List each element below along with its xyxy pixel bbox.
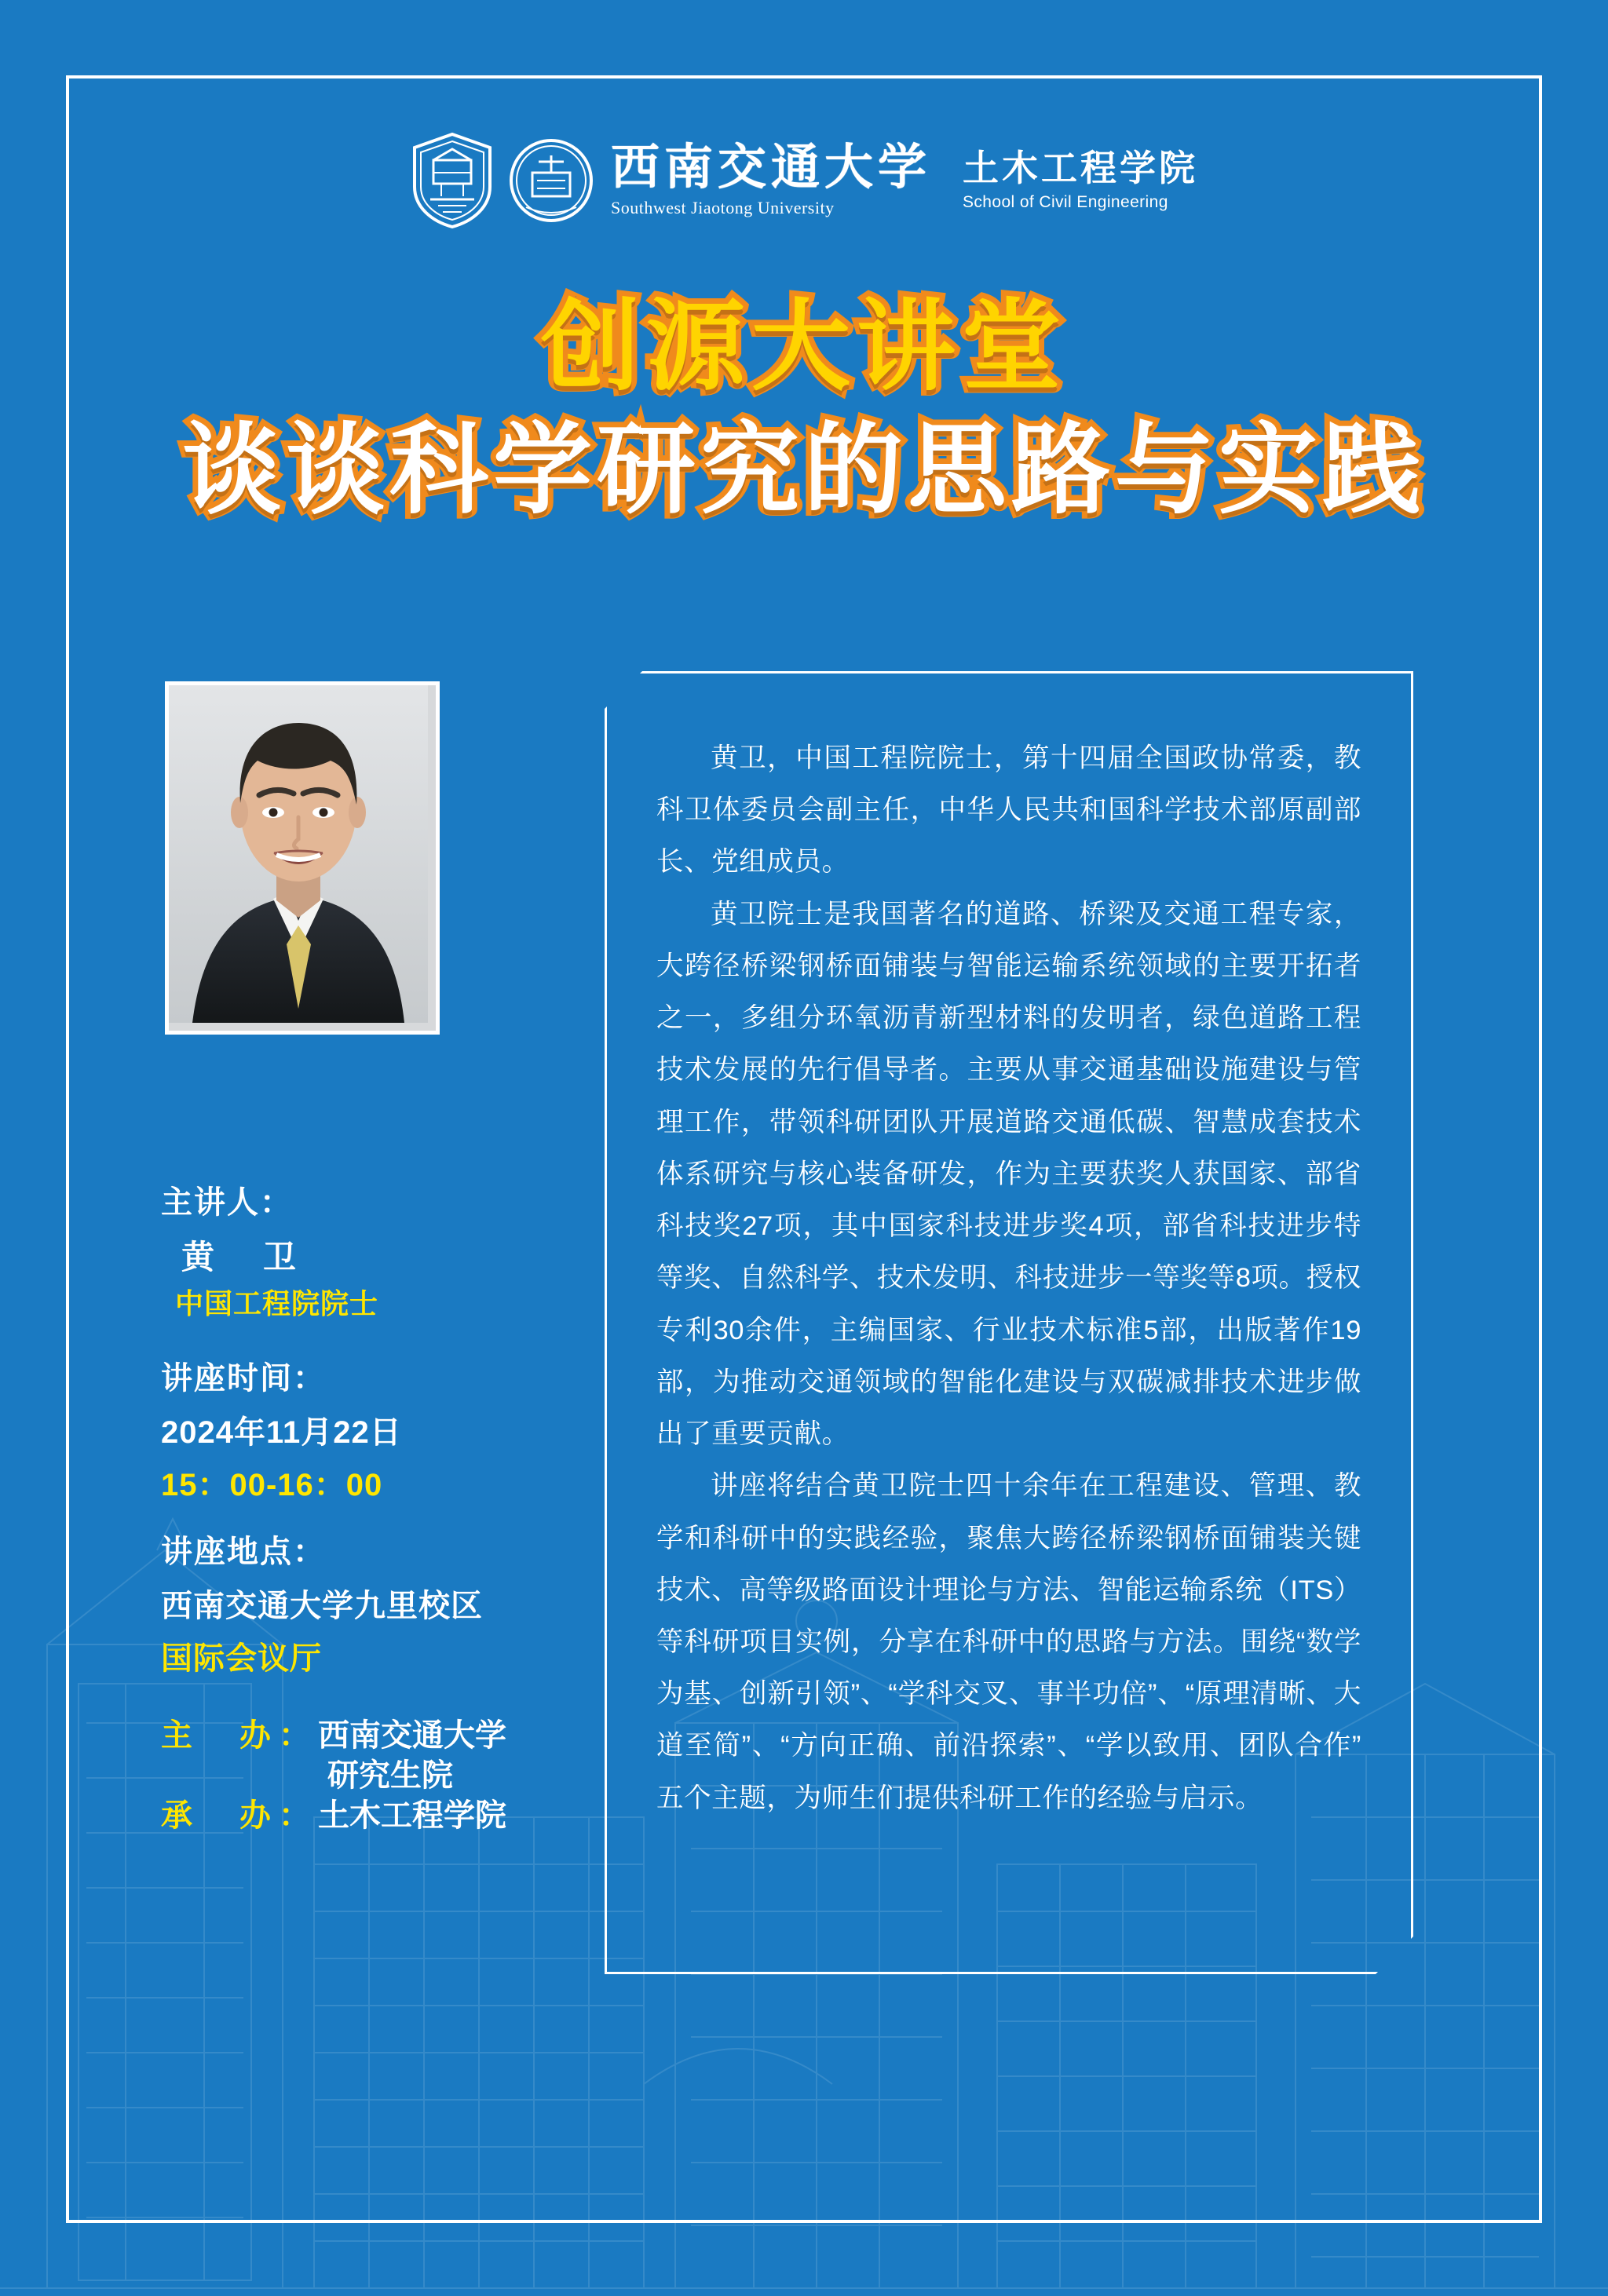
venue-line1: 西南交通大学九里校区 [161,1589,483,1623]
page-title: 创源大讲堂 [541,291,1067,402]
time-section [161,1353,632,1505]
bio-paragraph-2: 黄卫院士是我国著名的道路、桥梁及交通工程专家，大跨径桥梁钢桥面铺装与智能运输系统领域的主要开拓者之一，多组分环氧沥青新型材料的发明者，绿色道路工程技术发展的先行倡导者。主要从事交通基础设施建设与管理工作，带领科研团队开展道路交通低碳、智慧成套技术体系研究与核心装备研发，作为主要获奖人获国家、部省科技奖27项，其中国家科技进步奖4项，部省科技进步特等奖、自然科学、技术发明、科技进步一等奖等8项。授权专利30余件，主编国家、行业技术标准5部，出版著作19部，为推动交通领域的智能化建设与双碳减排技术进步做出了重要贡献。 [656,899,1361,1450]
organizers-section [161,1716,632,1837]
shield-logo-icon [509,132,594,229]
page-subtitle: 谈谈科学研究的思路与实践 [182,414,1426,525]
speaker-title: 中国工程院院士 [175,1287,379,1320]
university-name-en: Southwest Jiaotong University [610,198,835,218]
time-date: 2024年11月22日 [161,1415,402,1450]
speaker-portrait [165,681,440,1035]
host-label: 主 办： [161,1718,318,1753]
co-host-label: 承 办： [161,1798,318,1834]
venue-section [161,1527,632,1678]
university-name-cn: 西南交通大学 [610,141,931,195]
host-value-line2: 研究生院 [327,1758,453,1794]
crest-seal-icon [410,132,495,229]
venue-label: 讲座地点： [161,1535,326,1569]
school-name-en: School of Civil Engineering [963,193,1168,212]
university-name [611,143,931,218]
school-name [963,149,1198,212]
time-range: 15：00-16：00 [161,1468,383,1502]
speaker-label: 主讲人： [161,1185,293,1220]
co-host-value: 土木工程学院 [318,1798,506,1834]
venue-line2: 国际会议厅 [161,1641,322,1676]
host-value: 西南交通大学 [318,1718,506,1753]
bio-paragraph-1: 黄卫，中国工程院院士，第十四届全国政协常委，教科卫体委员会副主任，中华人民共和国科学技术部原副部长、党组成员。 [656,743,1361,878]
header-logo-row [0,132,1608,229]
host-row [161,1716,632,1796]
bio-paragraph-3: 讲座将结合黄卫院士四十余年在工程建设、管理、教学和科研中的实践经验，聚焦大跨径桥梁钢桥面铺装关键技术、高等级路面设计理论与方法、智能运输系统（ITS）等科研项目实例，分享在科研中的思路与方法。围绕“数学为基、创新引领”、“学科交叉、事半功倍”、“原理清晰、大道至简”、“方向正确、前沿探索”、“学以致用、团队合作”五个主题，为师生们提供科研工作的经验与启示。 [656,1471,1361,1813]
poster-title-block [0,289,1608,529]
bio-panel-content [605,671,1413,1974]
speaker-info-column [161,1177,632,1837]
time-label: 讲座时间： [161,1361,326,1396]
co-host-row [161,1796,632,1836]
speaker-name: 黄 卫 [181,1239,305,1276]
school-name-cn: 土木工程学院 [963,147,1198,188]
